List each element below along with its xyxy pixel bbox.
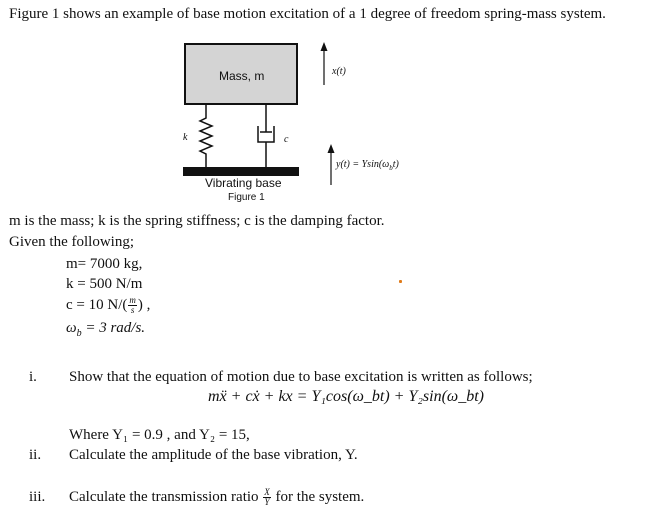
- y-label: $y(t) = Ysin(\omega_bt)$: [336, 159, 399, 172]
- question-iii-numeral: iii.: [29, 489, 46, 505]
- transmission-ratio-fraction: $\frac{X}{Y}$: [264, 487, 270, 508]
- x-arrow: [321, 42, 328, 85]
- spring-mass-figure: [170, 38, 470, 213]
- spring-label: k: [183, 132, 188, 143]
- vibrating-base: [183, 167, 299, 176]
- damping-unit-fraction: $\frac{m}{s}$: [129, 295, 136, 316]
- given-heading: Given the following;: [9, 234, 134, 250]
- spring-symbol: [200, 104, 212, 169]
- question-i-numeral: i.: [29, 369, 37, 385]
- given-omega: $\omega_b = 3$ rad/s.: [66, 320, 146, 339]
- equation-of-motion: mẍ + cẋ + kx = Y₁cos(ω_bt) + Y₂sin(ω_bt): [208, 388, 484, 405]
- given-stiffness: k = 500 N/m: [66, 276, 143, 292]
- stray-dot: [399, 280, 402, 283]
- y-arrow: [328, 144, 335, 185]
- question-i-text: Show that the equation of motion due to base excitation is written as follows;: [69, 369, 533, 385]
- given-damping: c = 10 N/( $\frac{m}{s}$ ) ,: [66, 295, 151, 316]
- intro-text: Figure 1 shows an example of base motion excitation of a 1 degree of freedom spring-mass system.: [9, 6, 606, 22]
- figure-caption: Figure 1: [228, 192, 265, 203]
- given-mass: m= 7000 kg,: [66, 256, 143, 272]
- question-iii-text: Calculate the transmission ratio $\frac{X}{Y}$ for the system.: [69, 487, 365, 508]
- base-label: Vibrating base: [205, 176, 282, 190]
- mass-label: Mass, m: [219, 69, 265, 83]
- x-label: x(t): [332, 66, 346, 77]
- damper-label: c: [284, 134, 289, 145]
- question-ii-numeral: ii.: [29, 447, 42, 463]
- definitions-text: m is the mass; k is the spring stiffness; c is the damping factor.: [9, 213, 385, 229]
- question-ii-where: Where Y₁ = 0.9 , and Y₂ = 15,: [69, 427, 250, 443]
- question-ii-text: Calculate the amplitude of the base vibration, Y.: [69, 447, 358, 463]
- damper-symbol: [258, 104, 274, 169]
